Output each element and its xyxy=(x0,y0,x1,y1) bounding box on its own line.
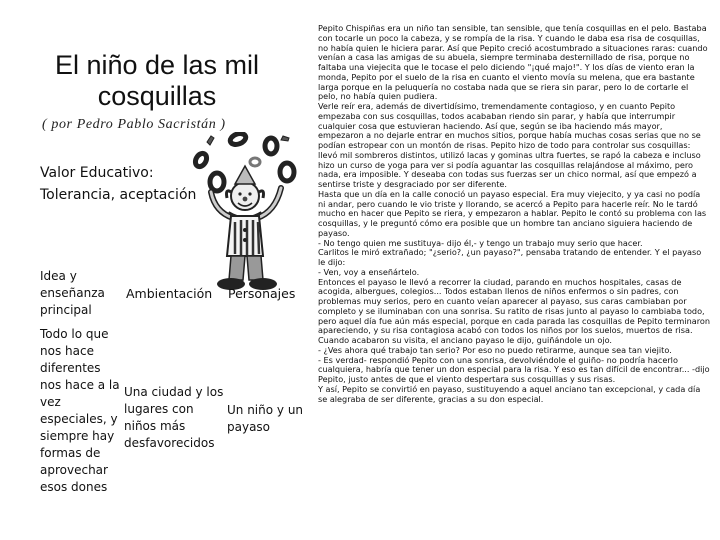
header-ambientacion: Ambientación xyxy=(126,286,213,301)
story-paragraph: Verle reír era, además de divertidísimo, tremendamente contagioso, y en cuanto Pepito empezaba con sus cosquillas, todos acababan riendo sin parar, y había que interrumpir cualquier cosa que estuvieran haciendo. Así que, según se iba haciendo más mayor, empezaron a no dejarle entrar en muchos sitios, porque había muchas cosas serias que no se podían estropear con un montón de risas. Pepito hizo de todo para controlar sus cosquillas: llevó mil sombreros distintos, utilizó lacas y gominas ultra fuertes, se rapó la cabeza e incluso hizo un curso de yoga para ver si podía aguantar las cosquillas relajándose al máximo, pero nada, era imposible. Y deseaba con todas sus fuerzas ser un chico normal, así que empezó a sentirse triste y desgraciado por ser diferente. xyxy=(318,101,701,189)
story-paragraph: Entonces el payaso le llevó a recorrer la ciudad, parando en muchos hospitales, casas de acogida, albergues, colegios... Todos estaban llenos de niños enfermos o sin padres, con problemas muy serios, pero en cuanto veían aparecer al payaso, sus caras cambiaban por completo y se iluminaban con una sonrisa. Su ratito de risas junto al payaso lo cambiaba todo, pero aquel día fue aún más especial, porque en cada parada las cosquillas de Pepito terminaron apareciendo, y su risa contagiosa acabó con todos los niños por los suelos, muertos de risa. xyxy=(318,276,710,336)
educational-value-list: Tolerancia, aceptación xyxy=(40,187,197,203)
idea-principal-text: Todo lo que nos hace diferentes nos hace a la vez especiales, y siempre hay formas de aprovechar esos dones xyxy=(40,327,120,494)
juggling-clown-illustration xyxy=(183,132,305,292)
story-paragraph: Y así, Pepito se convirtió en payaso, sustituyendo a aquel anciano tan excepcional, y cada día se alegraba de ser diferente, gracias a su don especial. xyxy=(318,383,701,404)
ambientacion-text: Una ciudad y los lugares con niños más desfavorecidos xyxy=(124,385,224,450)
story-paragraph: Carlitos le miró extrañado; "¿serio?, ¿un payaso?", pensaba tratando de entender. Y el payaso le dijo: xyxy=(318,247,702,267)
educational-value-heading: Valor Educativo: xyxy=(40,165,154,181)
story-paragraph: - ¿Ves ahora qué trabajo tan serio? Por eso no puedo retirarme, aunque sea tan viejito. xyxy=(318,344,672,355)
story-paragraph: Hasta que un día en la calle conoció un payaso especial. Era muy viejecito, y ya casi no podía ni andar, pero cuando le vio triste y llorando, se acercó a Pepito para hacerle reír. No le tardó mucho en hacer que Pepito se riera, y empezaron a hablar. Pepito le contó su problema con las cosquillas, y le preguntó cómo era posible que un hombre tan anciano siguiera haciendo de payaso. xyxy=(318,188,707,238)
header-idea-principal: Idea y enseñanza principal xyxy=(40,269,105,317)
story-paragraph: - Ven, voy a enseñártelo. xyxy=(318,266,420,277)
story-paragraph: Cuando acabaron su visita, el anciano payaso le dijo, guiñándole un ojo. xyxy=(318,335,613,345)
story-paragraph: Pepito Chispiñas era un niño tan sensible, tan sensible, que tenía cosquillas en el pelo. Bastaba con tocarle un poco la cabeza, y se rompía de la risa. Y cuando le daba esa risa de cosquillas, no había quien le hiciera parar. Así que Pepito creció acostumbrado a situaciones raras: cuando venían a casa las amigas de su abuela, siempre terminaba desternillado de risa, porque no faltaba una viejecita que le tocase el pelo diciendo "¡qué majo!". Y los días de viento eran la monda, Pepito por el suelo de la risa en cuanto el viento movía su melena, que era bastante larga porque en la peluquería no costaba nada que se riera sin parar, pero lo de cortarle el pelo, no había quien pudiera. xyxy=(318,23,708,102)
author-credit: ( por Pedro Pablo Sacristán ) xyxy=(42,117,226,132)
story-paragraph: - Es verdad- respondió Pepito con una sonrisa, devolviéndole el guiño- no podría hacerlo cualquiera, habría que tener un don especial para la risa. Y eso es tan difícil de encontrar... -dijo Pepito, justo antes de que el viento despertara sus cosquillas y sus risas. xyxy=(318,354,710,384)
header-personajes: Personajes xyxy=(228,286,296,301)
story-text xyxy=(318,24,710,404)
story-paragraph: - No tengo quien me sustituya- dijo él,- y tengo un trabajo muy serio que hacer. xyxy=(318,237,643,248)
personajes-text: Un niño y un payaso xyxy=(227,403,304,434)
story-title: El niño de las mil cosquillas xyxy=(54,50,260,111)
